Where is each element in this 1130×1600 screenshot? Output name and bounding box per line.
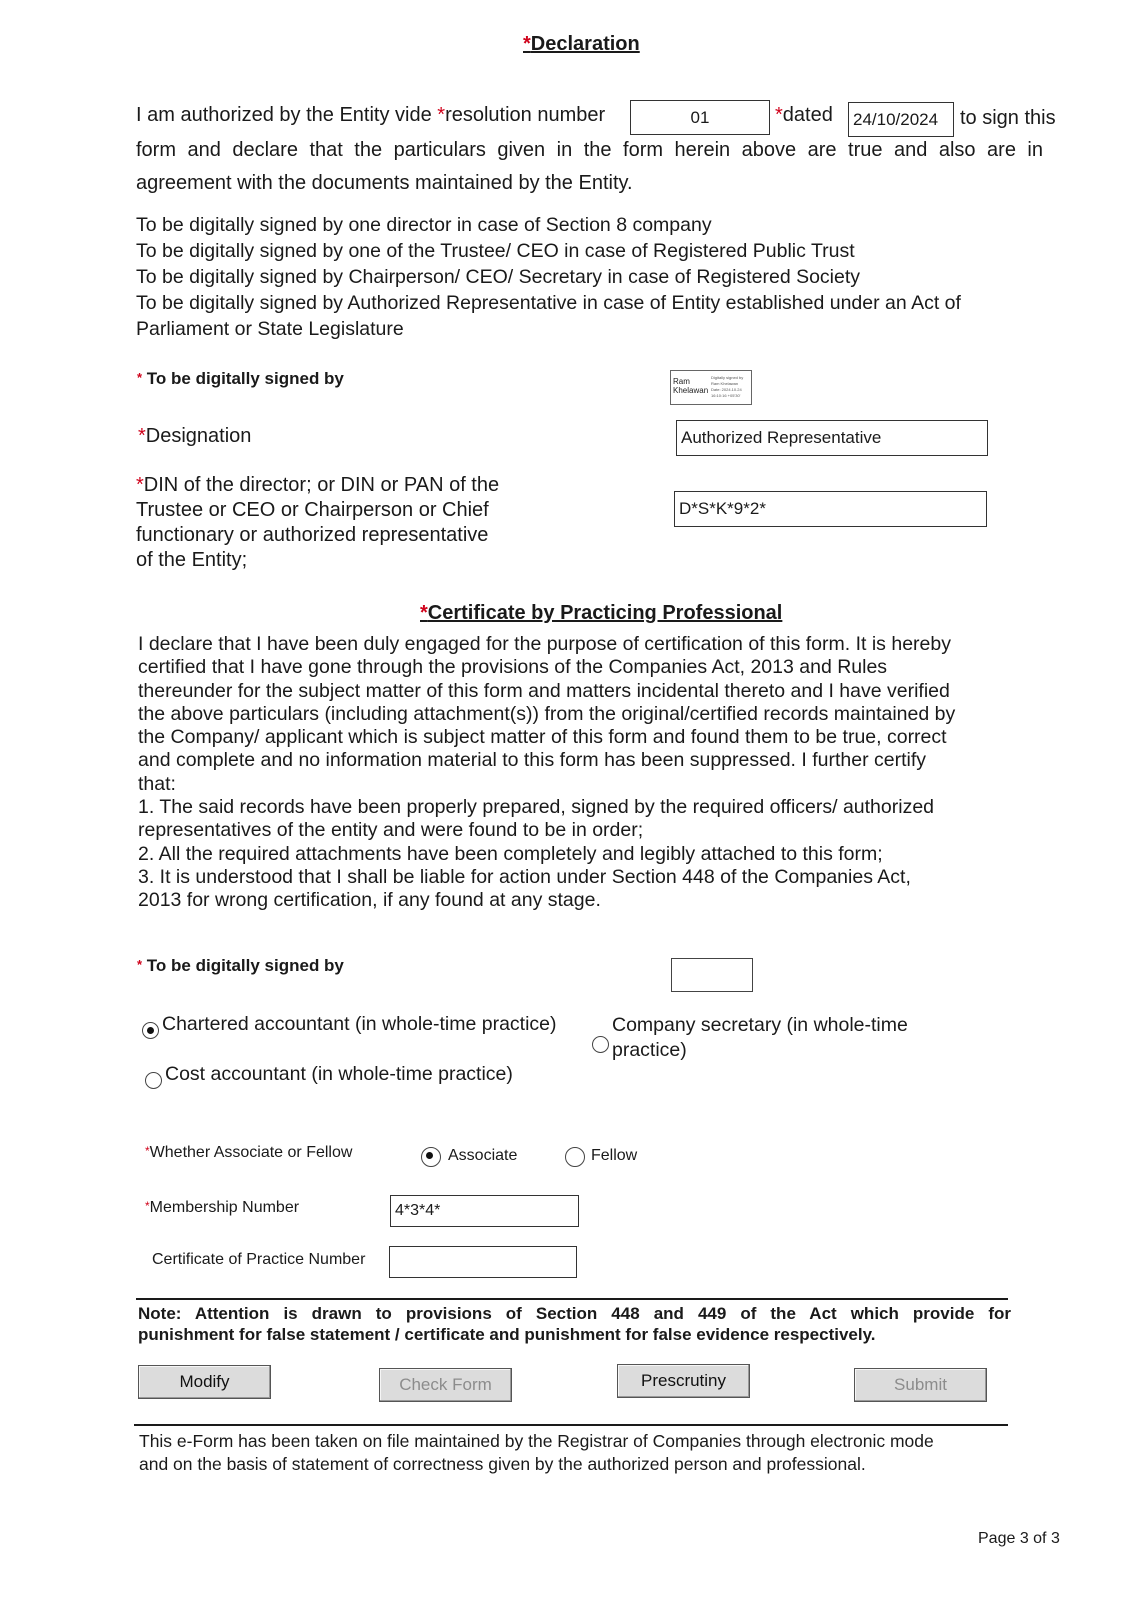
professional-signed-by-label: * To be digitally signed by xyxy=(137,956,344,975)
signature-details: Digitally signed by Ram Khelawan Date: 2024.10.24 16:10:16 +05'30' xyxy=(711,375,744,398)
designation-input[interactable]: Authorized Representative xyxy=(676,420,988,456)
prescrutiny-button[interactable]: Prescrutiny xyxy=(617,1364,750,1398)
din-label: *DIN of the director; or DIN or PAN of the Trustee or CEO or Chairperson or Chief functionary or authorized representative of the Entity; xyxy=(136,474,500,571)
check-form-button[interactable]: Check Form xyxy=(379,1368,512,1402)
submit-button[interactable]: Submit xyxy=(854,1368,987,1402)
declaration-para-line3: agreement with the documents maintained by the Entity. xyxy=(136,172,633,194)
signature-name: Ram Khelawan xyxy=(673,377,709,395)
modify-button[interactable]: Modify xyxy=(138,1365,271,1399)
membership-number-input[interactable]: 4*3*4* xyxy=(390,1195,579,1227)
entity-signed-by-label: * To be digitally signed by xyxy=(137,369,344,388)
fellow-radio[interactable] xyxy=(565,1147,585,1167)
declaration-heading: *Declaration xyxy=(523,33,640,55)
ca-radio[interactable] xyxy=(142,1022,159,1039)
sign-instruction-line: To be digitally signed by Chairperson/ CEO/ Secretary in case of Registered Society xyxy=(136,266,861,288)
associate-radio[interactable] xyxy=(421,1147,441,1167)
sign-instructions xyxy=(136,212,961,342)
note-top-rule xyxy=(136,1298,1008,1300)
cost-option-label: Cost accountant (in whole-time practice) xyxy=(165,1063,513,1085)
ca-option-label: Chartered accountant (in whole-time practice) xyxy=(162,1013,557,1035)
sign-instruction-line: Parliament or State Legislature xyxy=(136,318,404,340)
footer-text: This e-Form has been taken on file maintained by the Registrar of Companies through electronic mode and on the basis of statement of correctness given by the authorized person and professional. xyxy=(139,1431,934,1474)
din-input[interactable]: D*S*K*9*2* xyxy=(674,491,987,527)
associate-fellow-label: *Whether Associate or Fellow xyxy=(145,1144,353,1161)
resolution-number-input[interactable]: 01 xyxy=(630,100,770,135)
sign-instruction-line: To be digitally signed by one director in case of Section 8 company xyxy=(136,214,712,236)
dated-label: *dated xyxy=(775,104,833,126)
membership-label: *Membership Number xyxy=(145,1199,300,1216)
fellow-label: Fellow xyxy=(591,1147,638,1164)
certificate-heading: *Certificate by Practicing Professional xyxy=(420,602,783,624)
declaration-para-line2: form and declare that the particulars given in the form herein above are true and also are in xyxy=(136,139,1043,161)
designation-label: *Designation xyxy=(138,425,252,447)
resolution-date-input[interactable]: 24/10/2024 xyxy=(848,102,954,137)
sign-instruction-line: To be digitally signed by one of the Trustee/ CEO in case of Registered Public Trust xyxy=(136,240,855,262)
cop-number-input[interactable] xyxy=(389,1246,577,1278)
certificate-body: I declare that I have been duly engaged for the purpose of certification of this form. It is hereby certified that I have gone through the provisions of the Companies Act, 2013 and Rules thereunder for the subject matter of this form and matters incidental thereto and I have verified the above particulars (including attachment(s)) from the original/certified records maintained by the Company/ applicant which is subject matter of this form and found them to be true, correct and complete and no information material to this form has been suppressed. I further certify that: 1. The said records have been properly prepared, signed by the required officers/ authorized representatives of the entity and were found to be in order; 2. All the required attachments have been completely and legibly attached to this form; 3. It is understood that I shall be liable for action under Section 448 of the Companies Act, 2013 for wrong certification, if any found at any stage. xyxy=(138,633,956,912)
sign-instruction-line: To be digitally signed by Authorized Representative in case of Entity established under an Act of xyxy=(136,292,961,314)
footer-rule xyxy=(134,1424,1008,1426)
entity-signature-field[interactable] xyxy=(670,370,752,405)
cs-radio[interactable] xyxy=(592,1036,609,1053)
note-text: Note: Attention is drawn to provisions of Section 448 and 449 of the Act which provide for punishment for false statement / certificate and punishment for false evidence respectively. xyxy=(138,1304,1011,1344)
declaration-para-line1: I am authorized by the Entity vide *resolution number xyxy=(136,104,606,126)
cop-label: Certificate of Practice Number xyxy=(152,1251,366,1268)
professional-signature-field[interactable] xyxy=(671,958,753,992)
cs-option-label: Company secretary (in whole-time practice) xyxy=(612,1014,908,1061)
declaration-para-part2: to sign this xyxy=(960,107,1056,129)
associate-label: Associate xyxy=(448,1147,518,1164)
cost-radio[interactable] xyxy=(145,1072,162,1089)
page-number: Page 3 of 3 xyxy=(978,1530,1060,1547)
